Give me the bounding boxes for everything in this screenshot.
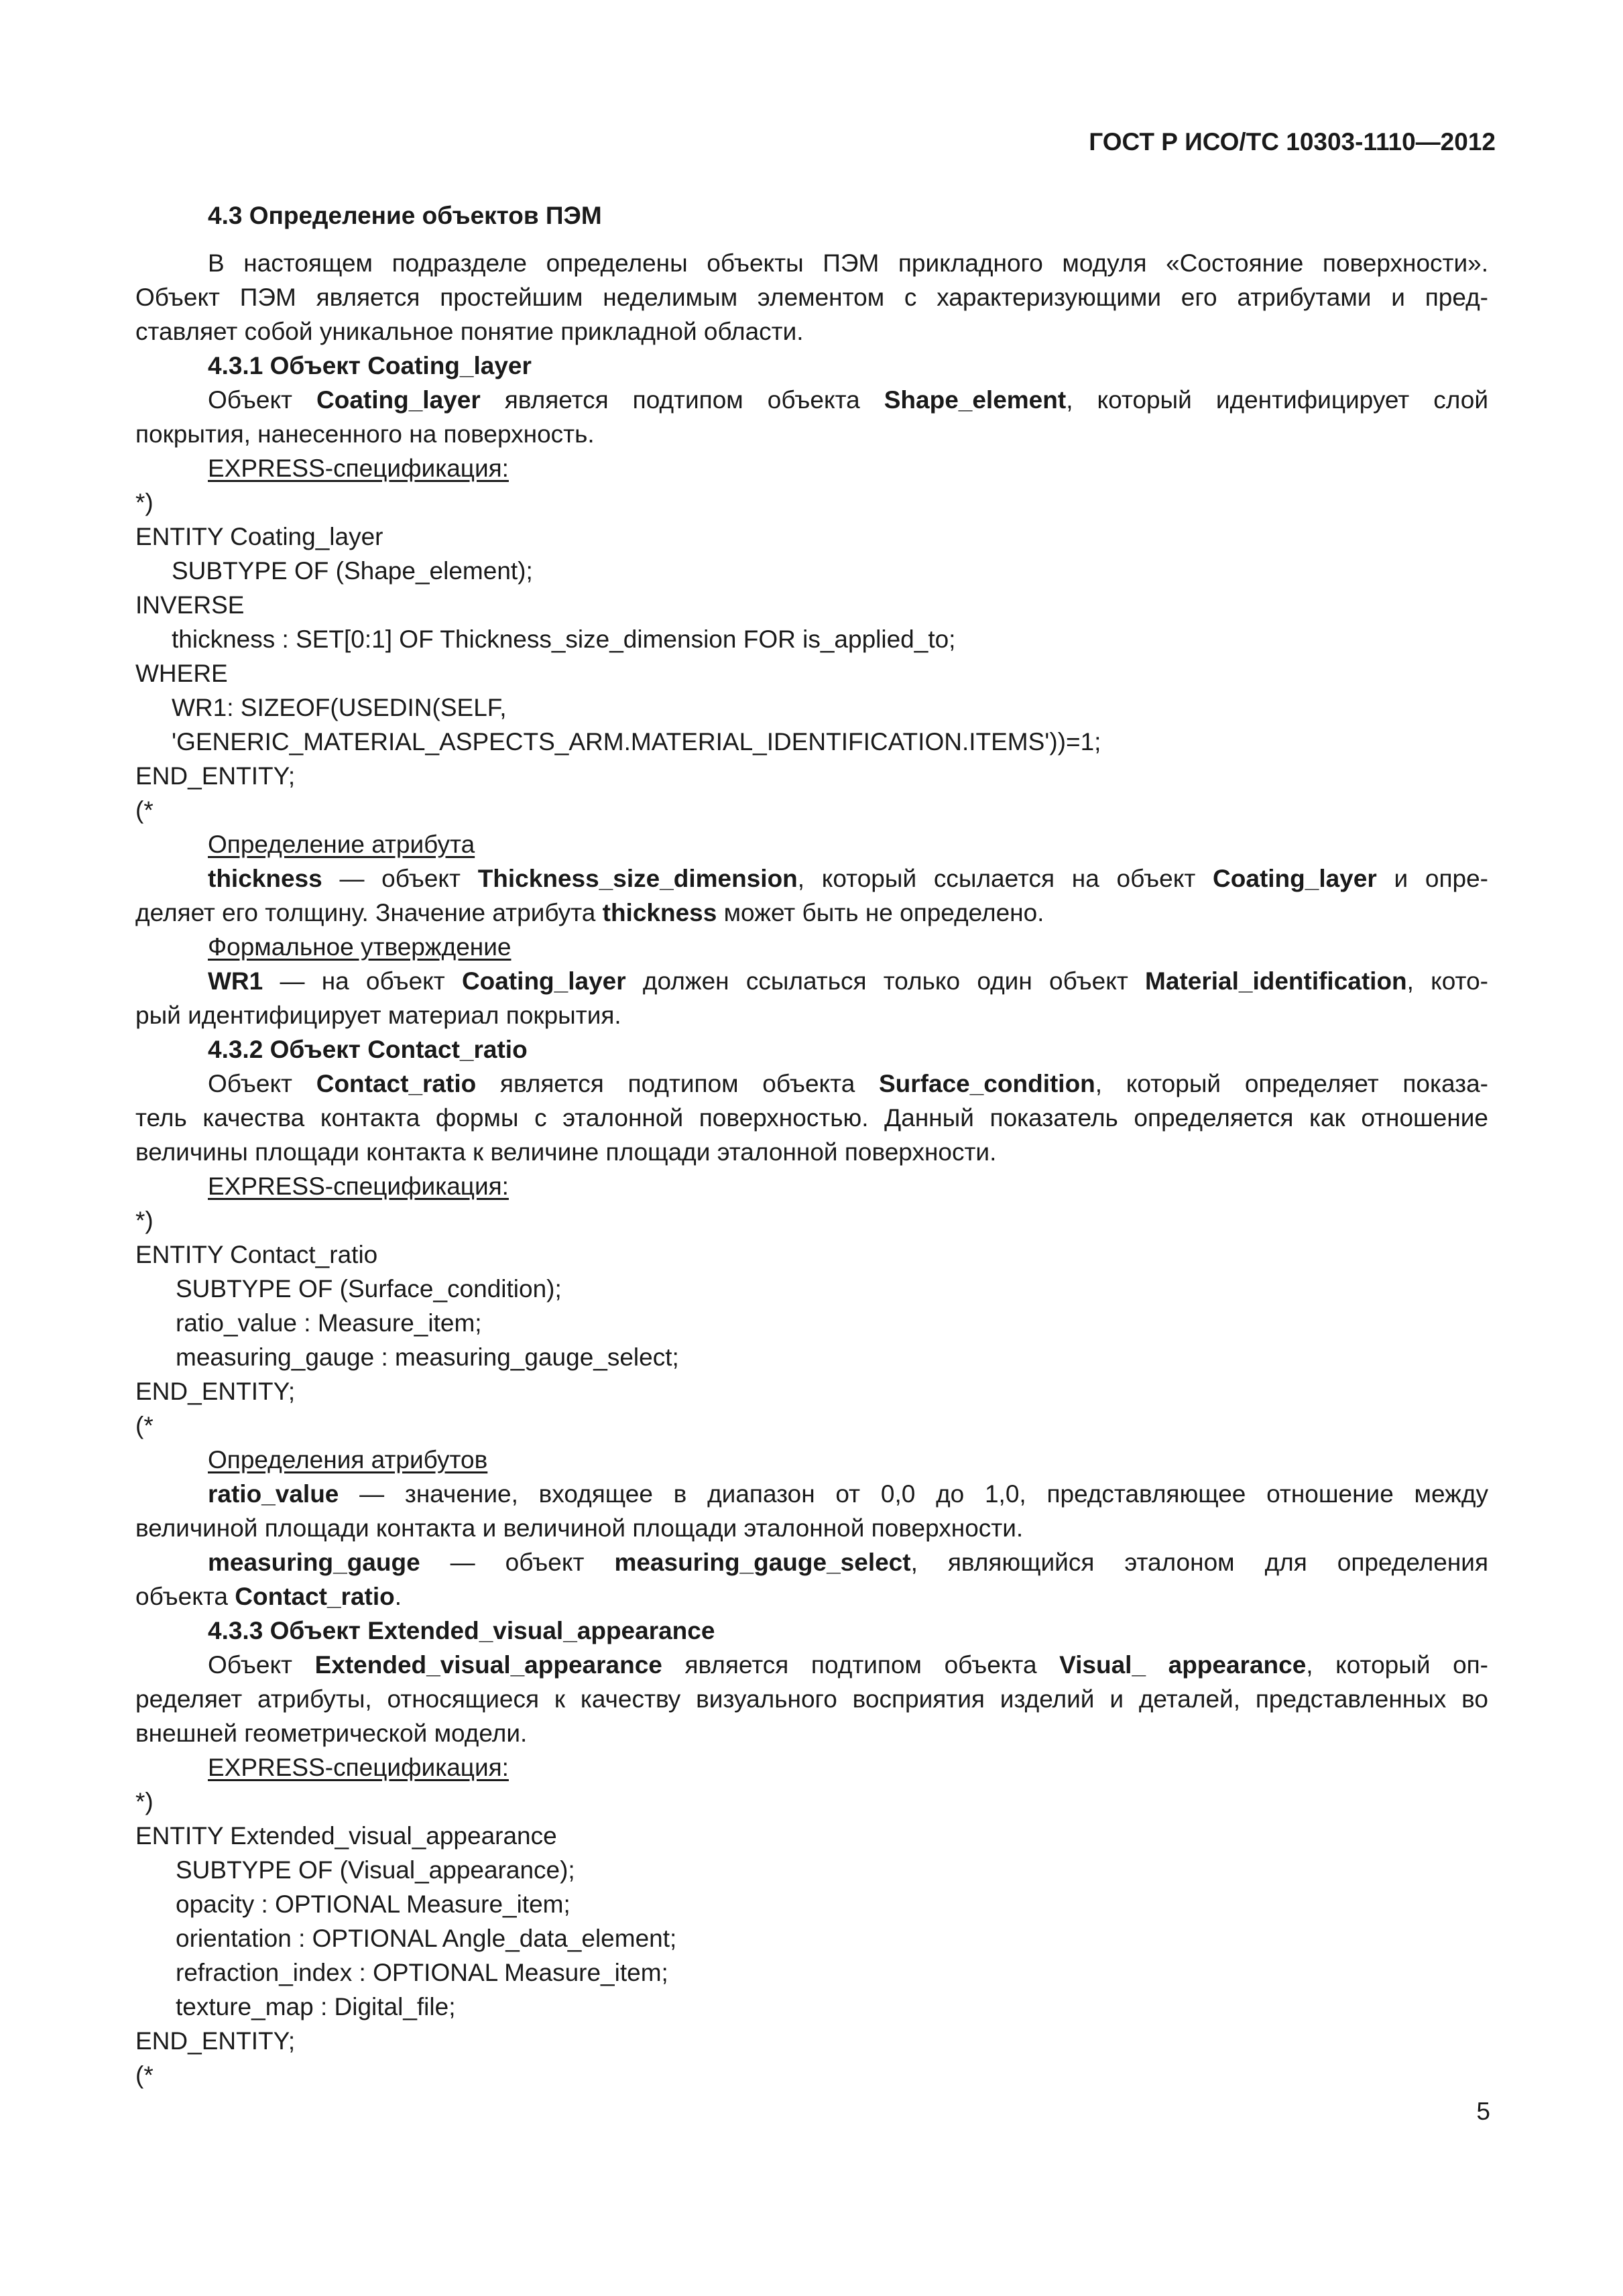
visual-desc-line-2: ределяет атрибуты, относящиеся к качеству визуального восприятия изделий и деталей, представленных во [135, 1685, 1488, 1713]
coating-desc-line-2: покрытия, нанесенного на поверхность. [135, 420, 595, 448]
code-line: texture_map : Digital_file; [176, 1993, 456, 2020]
ratio-value-def-line-2: величиной площади контакта и величиной площади эталонной поверхности. [135, 1514, 1024, 1542]
code-line: *) [135, 489, 154, 516]
code-line: *) [135, 1207, 154, 1234]
thickness-def-line-2: деляет его толщину. Значение атрибута thickness может быть не определено. [135, 899, 1044, 926]
express-spec-label: EXPRESS-спецификация: [208, 455, 509, 482]
visual-desc-line-1: Объект Extended_visual_appearance является подтипом объекта Visual_ appearance, который оп- [208, 1651, 1489, 1679]
contact-desc-line-3: величины площади контакта к величине площади эталонной поверхности. [135, 1138, 997, 1166]
coating-desc-line-1: Объект Coating_layer является подтипом объекта Shape_element, который идентифицирует слой [208, 386, 1488, 414]
code-line: (* [135, 796, 154, 824]
intro-line-2: Объект ПЭМ является простейшим неделимым элементом с характеризующими его атрибутами и пред- [135, 284, 1488, 311]
code-line: END_ENTITY; [135, 2027, 296, 2055]
document-code-header: ГОСТ Р ИСО/ТС 10303-1110—2012 [1089, 128, 1496, 156]
code-line: orientation : OPTIONAL Angle_data_element; [176, 1925, 677, 1952]
express-spec-label: EXPRESS-спецификация: [208, 1172, 509, 1200]
code-line: measuring_gauge : measuring_gauge_select; [176, 1343, 679, 1371]
code-line: WR1: SIZEOF(USEDIN(SELF, [172, 694, 507, 721]
measuring-gauge-def-line-1: measuring_gauge — объект measuring_gauge_select, являющийся эталоном для определения [208, 1549, 1488, 1576]
page-number: 5 [1476, 2098, 1490, 2125]
code-line: thickness : SET[0:1] OF Thickness_size_dimension FOR is_applied_to; [172, 625, 956, 653]
intro-line-1: В настоящем подразделе определены объекты ПЭМ прикладного модуля «Состояние поверхности». [208, 249, 1488, 277]
code-line: (* [135, 2061, 154, 2089]
code-line: (* [135, 1412, 154, 1439]
code-line: opacity : OPTIONAL Measure_item; [176, 1890, 570, 1918]
subsection-heading-4-3-3: 4.3.3 Объект Extended_visual_appearance [208, 1617, 715, 1644]
section-heading-4-3: 4.3 Определение объектов ПЭМ [208, 202, 602, 229]
wr1-def-line-1: WR1 — на объект Coating_layer должен ссылаться только один объект Material_identification, кото- [208, 967, 1488, 995]
subsection-heading-4-3-1: 4.3.1 Объект Coating_layer [208, 352, 532, 379]
attribute-definition-label: Определение атрибута [208, 831, 475, 858]
contact-desc-line-1: Объект Contact_ratio является подтипом объекта Surface_condition, который определяет показа- [208, 1070, 1488, 1097]
code-line: refraction_index : OPTIONAL Measure_item; [176, 1959, 668, 1986]
express-spec-label: EXPRESS-спецификация: [208, 1754, 509, 1781]
wr1-def-line-2: рый идентифицирует материал покрытия. [135, 1002, 621, 1029]
code-line: 'GENERIC_MATERIAL_ASPECTS_ARM.MATERIAL_IDENTIFICATION.ITEMS'))=1; [172, 728, 1101, 756]
code-line: ratio_value : Measure_item; [176, 1309, 482, 1337]
page-content [135, 198, 1488, 2092]
code-line: WHERE [135, 660, 228, 687]
code-line: SUBTYPE OF (Shape_element); [172, 557, 533, 585]
code-line: ENTITY Extended_visual_appearance [135, 1822, 557, 1850]
code-line: ENTITY Coating_layer [135, 523, 383, 550]
subsection-heading-4-3-2: 4.3.2 Объект Contact_ratio [208, 1036, 528, 1063]
code-line: SUBTYPE OF (Surface_condition); [176, 1275, 562, 1303]
attribute-definitions-label: Определения атрибутов [208, 1446, 488, 1473]
code-line: END_ENTITY; [135, 762, 296, 790]
formal-statement-label: Формальное утверждение [208, 933, 512, 961]
visual-desc-line-3: внешней геометрической модели. [135, 1719, 528, 1747]
thickness-def-line-1: thickness — объект Thickness_size_dimension, который ссылается на объект Coating_layer и опре- [208, 865, 1488, 892]
code-line: INVERSE [135, 591, 245, 619]
contact-desc-line-2: тель качества контакта формы с эталонной поверхностью. Данный показатель определяется как отношение [135, 1104, 1488, 1132]
code-line: SUBTYPE OF (Visual_appearance); [176, 1856, 575, 1884]
code-line: END_ENTITY; [135, 1378, 296, 1405]
ratio-value-def-line-1: ratio_value — значение, входящее в диапазон от 0,0 до 1,0, представляющее отношение между [208, 1480, 1488, 1508]
code-line: *) [135, 1788, 154, 1815]
intro-line-3: ставляет собой уникальное понятие прикладной области. [135, 318, 804, 345]
measuring-gauge-def-line-2: объекта Contact_ratio. [135, 1583, 402, 1610]
code-line: ENTITY Contact_ratio [135, 1241, 378, 1268]
